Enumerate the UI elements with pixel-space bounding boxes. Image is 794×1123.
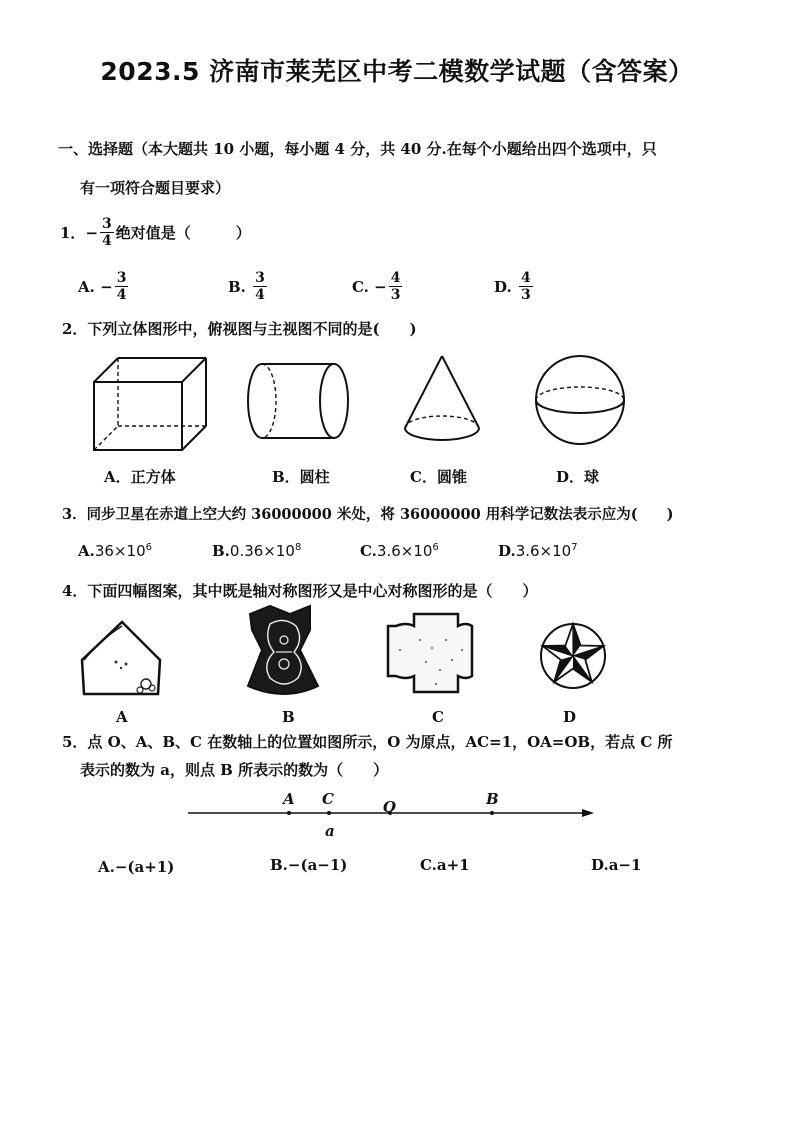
q4-caption-c[interactable]: C <box>432 708 444 726</box>
option-label: B. <box>212 542 230 560</box>
q1-numerator: 3 <box>102 216 112 232</box>
q1-sign: − <box>85 223 99 242</box>
point-a-label: A <box>283 790 295 808</box>
question-5-line2: 表示的数为 a，则点 B 所表示的数为（ ） <box>80 761 389 779</box>
section-heading-line1: 一、选择题（本大题共 10 小题，每小题 4 分，共 40 分.在每个小题给出四个选项中，只 <box>58 140 657 158</box>
option-sign: − <box>374 277 387 296</box>
q5-option-a[interactable]: A.−(a+1) <box>98 858 175 876</box>
option-denominator: 4 <box>116 287 127 303</box>
q1-denominator: 4 <box>102 233 112 249</box>
option-label: A. <box>78 542 95 560</box>
q5-option-c[interactable]: C.a+1 <box>420 856 470 874</box>
q2-caption-b[interactable]: B．圆柱 <box>272 468 330 486</box>
q4-caption-b[interactable]: B <box>282 708 295 726</box>
q2-caption-d[interactable]: D．球 <box>556 468 600 486</box>
option-exponent: 6 <box>145 542 152 553</box>
option-base: 3.6×10 <box>515 542 572 560</box>
option-base: 36×10 <box>94 542 146 560</box>
question-5-line1: 5．点 O、A、B、C 在数轴上的位置如图所示，O 为原点，AC=1，OA=OB，若点 C 所 <box>62 733 673 751</box>
option-label: C. <box>360 542 377 560</box>
q2-caption-c[interactable]: C．圆锥 <box>410 468 467 486</box>
q1-number: 1． <box>60 224 86 242</box>
section-heading-line2: 有一项符合题目要求） <box>80 179 231 197</box>
option-label: B. <box>228 277 246 296</box>
q1-text: 绝对值是（ ） <box>115 224 251 242</box>
option-numerator: 4 <box>390 270 401 286</box>
point-b-label: B <box>486 790 499 808</box>
option-numerator: 3 <box>116 270 127 286</box>
point-c-value-label: a <box>325 822 335 840</box>
q2-caption-a[interactable]: A．正方体 <box>104 468 176 486</box>
option-label: A. <box>78 277 95 296</box>
point-b-dot <box>490 811 494 815</box>
page-title: 2023.5 济南市莱芜区中考二模数学试题（含答案） <box>100 57 694 86</box>
option-base: 3.6×10 <box>376 542 433 560</box>
q5-option-b[interactable]: B.−(a−1) <box>270 856 348 874</box>
q4-caption-d[interactable]: D <box>563 708 577 726</box>
option-exponent: 6 <box>432 542 439 553</box>
option-numerator: 3 <box>255 270 265 286</box>
option-exponent: 8 <box>294 542 302 553</box>
q5-option-d[interactable]: D.a−1 <box>591 856 642 874</box>
question-3: 3．同步卫星在赤道上空大约 36000000 米处，将 36000000 用科学记数法表示应为( ) <box>62 506 674 523</box>
option-sign: − <box>100 277 113 296</box>
point-a-dot <box>287 811 291 815</box>
option-label: D. <box>494 277 512 296</box>
point-c-label: C <box>322 790 334 808</box>
option-denominator: 3 <box>390 287 401 303</box>
option-denominator: 3 <box>520 287 531 303</box>
q4-caption-a[interactable]: A <box>116 708 128 726</box>
option-denominator: 4 <box>255 287 265 303</box>
point-c-dot <box>327 811 331 815</box>
question-2: 2．下列立体图形中，俯视图与主视图不同的是( ) <box>62 320 417 338</box>
option-base: 0.36×10 <box>229 542 295 560</box>
option-label: C. <box>352 277 369 296</box>
number-line-arrow <box>582 809 594 817</box>
question-4: 4．下面四幅图案，其中既是轴对称图形又是中心对称图形的是（ ） <box>62 582 538 600</box>
option-numerator: 4 <box>520 270 531 286</box>
option-label: D. <box>498 542 516 560</box>
option-exponent: 7 <box>571 542 578 553</box>
point-o-label: O <box>383 798 397 816</box>
